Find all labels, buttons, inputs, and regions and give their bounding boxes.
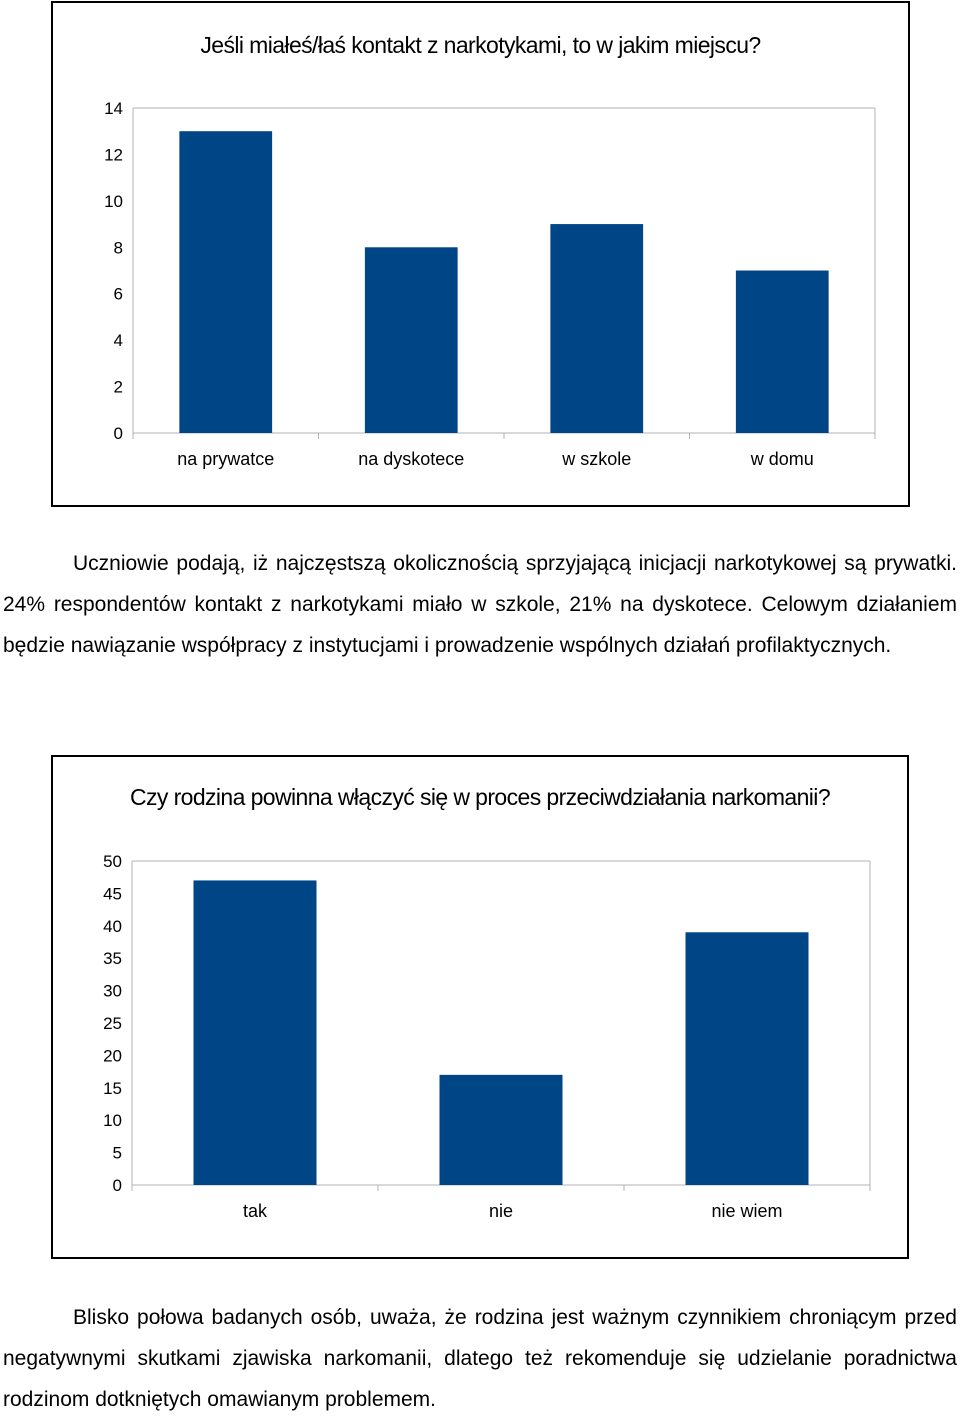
chart-1-bar-2	[365, 247, 458, 433]
chart-1-category-label: na dyskotece	[358, 449, 465, 469]
chart-2-y-tick-label: 40	[103, 916, 122, 936]
chart-1-category-label: w domu	[750, 449, 814, 469]
chart-1-bar-1	[179, 131, 272, 433]
chart-2	[51, 755, 909, 1259]
chart-2-y-tick-label: 45	[103, 884, 122, 904]
paragraph-2: Blisko połowa badanych osób, uważa, że rodzina jest ważnym czynnikiem chroniącym przed negatywnymi skutkami zjawiska narkomanii, dlatego też rekomenduje się udzielanie poradnictwa rodzinom dotkniętych omawianym problemem.	[3, 1306, 957, 1411]
chart-2-category-label: nie wiem	[711, 1201, 783, 1221]
chart-1-y-tick-label: 14	[104, 99, 123, 118]
chart-1-y-tick-label: 12	[104, 145, 123, 165]
chart-2-title: Czy rodzina powinna włączyć się w proces przeciwdziałania narkomanii?	[129, 784, 831, 810]
chart-1-bar-3	[550, 224, 643, 433]
chart-2-category-label: nie	[488, 1201, 514, 1221]
chart-2-y-tick-label: 5	[112, 1143, 122, 1163]
chart-1-plot	[53, 3, 912, 509]
chart-2-y-tick-label: 15	[103, 1078, 122, 1098]
chart-2-category-label: tak	[242, 1201, 268, 1221]
chart-1-title: Jeśli miałeś/łaś kontakt z narkotykami, to w jakim miejscu?	[200, 32, 761, 58]
chart-1-y-tick-label: 2	[113, 377, 123, 397]
chart-1-y-tick-label: 0	[113, 424, 123, 443]
chart-1-y-tick-label: 8	[113, 238, 123, 258]
chart-2-y-tick-label: 50	[103, 852, 122, 871]
chart-1-category-label: w szkole	[562, 449, 632, 469]
chart-2-plot	[53, 757, 911, 1261]
paragraph-1: Uczniowie podają, iż najczęstszą okolicznością sprzyjającą inicjacji narkotykowej są prywatki. 24% respondentów kontakt z narkotykami miało w szkole, 21% na dyskotece. Celowym działaniem będzie nawiązanie współpracy z instytucjami i prowadzenie wspólnych działań profilaktycznych.	[3, 552, 957, 657]
chart-2-y-tick-label: 0	[112, 1176, 122, 1195]
chart-1-y-tick-label: 10	[104, 191, 123, 211]
chart-2-bar-2	[440, 1075, 563, 1185]
chart-1-bar-4	[736, 271, 829, 434]
chart-2-y-tick-label: 25	[103, 1014, 122, 1033]
chart-2-bar-3	[686, 932, 809, 1185]
chart-1-category-label: na prywatce	[177, 449, 275, 469]
chart-2-bar-1	[194, 880, 317, 1185]
chart-1	[51, 1, 910, 507]
chart-2-y-tick-label: 30	[103, 981, 122, 1001]
chart-1-y-tick-label: 4	[113, 331, 123, 351]
chart-2-y-tick-label: 35	[103, 949, 122, 969]
chart-2-y-tick-label: 10	[103, 1111, 122, 1131]
chart-2-y-tick-label: 20	[103, 1046, 122, 1066]
chart-1-y-tick-label: 6	[113, 284, 123, 304]
